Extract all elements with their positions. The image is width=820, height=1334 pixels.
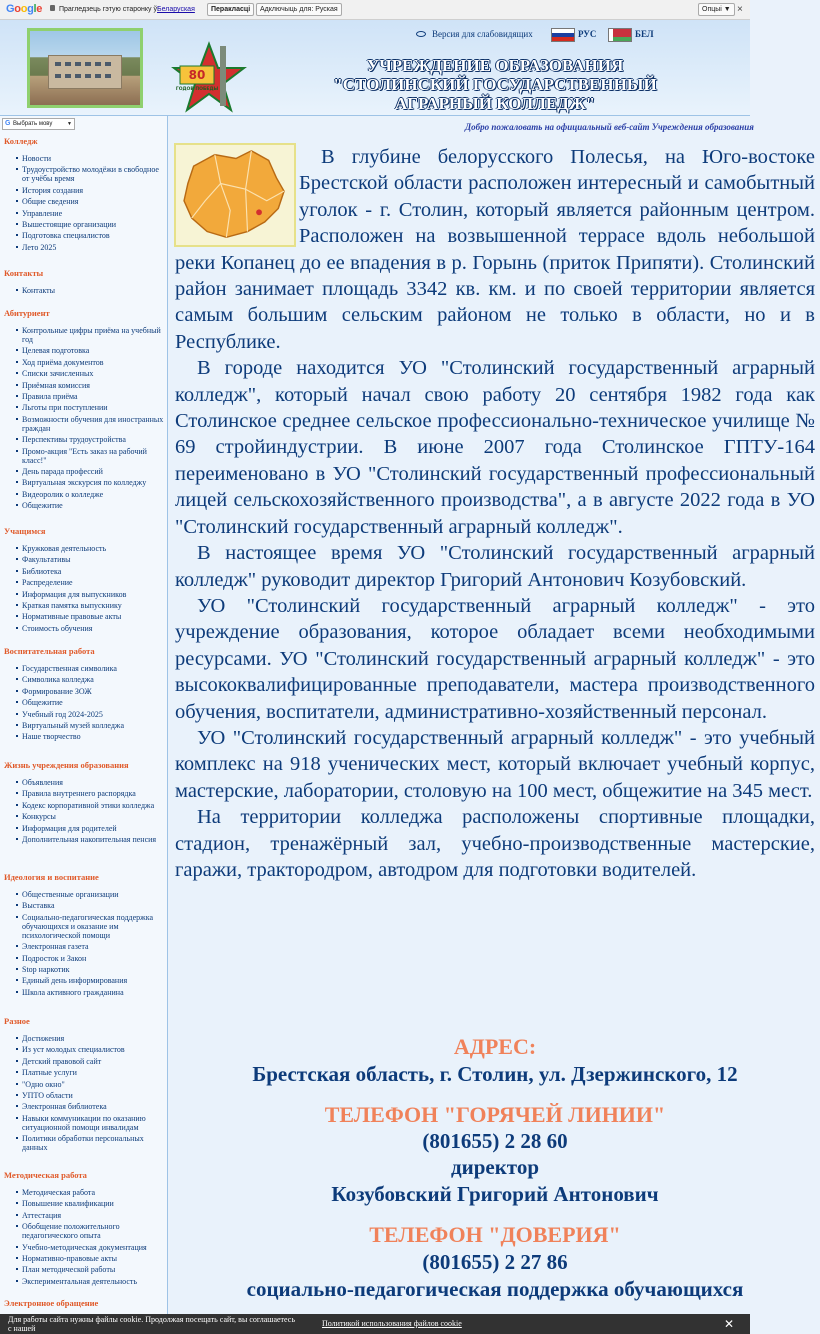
sidebar-item[interactable]: Виртуальная экскурсия по колледжу: [22, 478, 166, 487]
sidebar-item[interactable]: Общие сведения: [22, 197, 166, 206]
sidebar-section-title[interactable]: Жизнь учреждения образования: [4, 760, 129, 770]
sidebar-item[interactable]: Информация для родителей: [22, 824, 166, 833]
sidebar-item[interactable]: Вышестоящие организации: [22, 220, 166, 229]
translate-off-button[interactable]: Адключыць для: Руская: [256, 3, 342, 16]
sidebar-item[interactable]: Наше творчество: [22, 732, 166, 741]
paragraph: В городе находится УО "Столинский государственный аграрный колледж", который начал свою работу 20 сентября 1982 года как Столинское среднее сельское профессионально-техническое училище № 69 стройиндустрии. В июне 2007 года Столинское ГПТУ-164 переименовано в УО "Столинский государственный профессиональный лицей сельскохозяйственного производства", а в августе 2022 года в УО "Столинский государственный аграрный колледж".: [175, 357, 815, 538]
sidebar-item[interactable]: Подросток и Закон: [22, 954, 166, 963]
sidebar-item[interactable]: Виртуальный музей колледжа: [22, 721, 166, 730]
hotline-label: ТЕЛЕФОН "ГОРЯЧЕЙ ЛИНИИ": [324, 1102, 666, 1127]
sidebar-item[interactable]: Единый день информирования: [22, 976, 166, 985]
trust-line-label: ТЕЛЕФОН "ДОВЕРИЯ": [369, 1222, 621, 1247]
sidebar-item[interactable]: Общественные организации: [22, 890, 166, 899]
emblem-number: 80: [188, 68, 206, 82]
translate-bar: [0, 0, 750, 20]
trust-line-description: социально-педагогическая поддержка обучающихся: [246, 1277, 744, 1301]
sidebar-section-title[interactable]: Учащимся: [4, 526, 46, 536]
lang-ru-link[interactable]: РУС: [578, 29, 597, 39]
russian-flag-icon[interactable]: [551, 28, 575, 42]
sidebar-item[interactable]: Школа активного гражданина: [22, 988, 166, 997]
paragraph: В настоящее время УО "Столинский государственный аграрный колледж" руководит директор Григорий Антонович Козубовский.: [175, 542, 815, 591]
sidebar-item[interactable]: День парада профессий: [22, 467, 166, 476]
sidebar-item[interactable]: Методическая работа: [22, 1188, 166, 1197]
sidebar-item[interactable]: Дополнительная накопительная пенсия: [22, 835, 166, 844]
sidebar-item[interactable]: Льготы при поступлении: [22, 403, 166, 412]
sidebar-section-title[interactable]: Контакты: [4, 268, 44, 278]
sidebar-section: [4, 1170, 166, 1288]
sidebar-section: [4, 646, 166, 744]
sidebar-item[interactable]: Конкурсы: [22, 812, 166, 821]
translate-close-icon[interactable]: ×: [737, 4, 743, 15]
sidebar-item[interactable]: Возможности обучения для иностранных граждан: [22, 415, 166, 433]
eye-icon: [416, 31, 426, 37]
sidebar-item[interactable]: Контрольные цифры приёма на учебный год: [22, 326, 166, 344]
sidebar-item[interactable]: Выставка: [22, 901, 166, 910]
sidebar-section: [4, 1016, 166, 1155]
cookie-message: Для работы сайта нужны файлы cookie. Продолжая посещать сайт, вы соглашаетесь с нашей: [8, 1315, 295, 1333]
address-text: Брестская область, г. Столин, ул. Дзержинского, 12: [252, 1062, 738, 1086]
sidebar-item[interactable]: Государственная символика: [22, 664, 166, 673]
sidebar-item[interactable]: Распределение: [22, 578, 166, 587]
sidebar-section-title[interactable]: Электронное обращение: [4, 1298, 99, 1308]
sidebar-item[interactable]: Нормативные правовые акты: [22, 612, 166, 621]
site-header: [0, 20, 750, 116]
sidebar-item[interactable]: Правила приёма: [22, 392, 166, 401]
sidebar-item[interactable]: Управление: [22, 209, 166, 218]
sidebar-section: [4, 136, 166, 254]
article-text: [175, 144, 815, 883]
sidebar-item[interactable]: Кружковая деятельность: [22, 544, 166, 553]
sidebar-item[interactable]: История создания: [22, 186, 166, 195]
sidebar-item[interactable]: Учебный год 2024-2025: [22, 710, 166, 719]
translate-options-button[interactable]: Опцыі ▼: [698, 3, 735, 16]
sidebar-item[interactable]: Социально-педагогическая поддержка обучающихся и оказание им психологической помощи: [22, 913, 166, 940]
sidebar-item[interactable]: Промо-акция "Есть заказ на рабочий класс!": [22, 447, 166, 465]
sidebar-item[interactable]: Из уст молодых специалистов: [22, 1045, 166, 1054]
sidebar-item[interactable]: Обобщение положительного педагогического опыта: [22, 1222, 166, 1240]
accessibility-link[interactable]: Версия для слабовидящих: [416, 29, 533, 39]
sidebar-item[interactable]: Навыки коммуникации по оказанию ситуационной помощи инвалидам: [22, 1114, 166, 1132]
sidebar-section: [4, 268, 166, 297]
sidebar-item[interactable]: Списки зачисленных: [22, 369, 166, 378]
welcome-ticker: Добро пожаловать на официальный веб-сайт Учреждения образования: [465, 122, 754, 132]
language-select[interactable]: G Выбрать мову ▼: [2, 118, 75, 130]
sidebar-item[interactable]: Достижения: [22, 1034, 166, 1043]
lock-icon: [50, 5, 55, 11]
sidebar-menu: [0, 116, 168, 1334]
main-content: [170, 116, 815, 1314]
sidebar-item[interactable]: Экспериментальная деятельность: [22, 1277, 166, 1286]
translate-language-link[interactable]: Беларуская: [157, 6, 195, 13]
sidebar-section: [4, 760, 166, 846]
sidebar-item[interactable]: Приёмная комиссия: [22, 381, 166, 390]
address-label: АДРЕС:: [453, 1034, 537, 1059]
cookie-policy-link[interactable]: Политикой использования файлов cookie: [322, 1319, 462, 1328]
sidebar-item[interactable]: Политики обработки персональных данных: [22, 1134, 166, 1152]
hotline-phone[interactable]: (801655) 2 28 60: [422, 1129, 568, 1153]
sidebar-item[interactable]: Факультативы: [22, 555, 166, 564]
sidebar-section-title[interactable]: Разное: [4, 1016, 30, 1026]
sidebar-section: [4, 872, 166, 999]
sidebar-item[interactable]: Общежитие: [22, 698, 166, 707]
paragraph: УО "Столинский государственный аграрный колледж" - это учреждение образования, которое обладает всеми необходимыми ресурсами. УО "Столинский государственный аграрный колледж" - это высококвалифицированные преподаватели, мастера производственного обучения, воспитатели, административно-хозяйственный персонал.: [175, 594, 815, 723]
sidebar-item[interactable]: Электронная библиотека: [22, 1102, 166, 1111]
belarus-flag-icon[interactable]: [608, 28, 632, 42]
paragraph: На территории колледжа расположены спортивные площадки, стадион, тренажёрный зал, учебно-производственные мастерские, гаражи, трактородром, автодром для подготовки водителей.: [175, 806, 815, 881]
sidebar-section-title[interactable]: Абитуриент: [4, 308, 50, 318]
sidebar-item[interactable]: План методической работы: [22, 1265, 166, 1274]
translate-button[interactable]: Перакласці: [207, 3, 254, 16]
lang-by-link[interactable]: БЕЛ: [635, 29, 654, 39]
sidebar-item[interactable]: Целевая подготовка: [22, 346, 166, 355]
sidebar-section-title[interactable]: Колледж: [4, 136, 38, 146]
hotline-person: Козубовский Григорий Антонович: [331, 1182, 659, 1206]
emblem-caption: ГОДОВ ПОБЕДЫ: [175, 87, 219, 92]
sidebar-item[interactable]: Повышение квалификации: [22, 1199, 166, 1208]
sidebar-item[interactable]: Лето 2025: [22, 243, 166, 252]
sidebar-item[interactable]: Новости: [22, 154, 166, 163]
sidebar-item[interactable]: Общежитие: [22, 501, 166, 510]
sidebar-item[interactable]: Трудоустройство молодёжи в свободное от учёбы время: [22, 165, 166, 183]
sidebar-item[interactable]: Краткая памятка выпускнику: [22, 601, 166, 610]
trust-line-phone[interactable]: (801655) 2 27 86: [422, 1250, 568, 1274]
paragraph: УО "Столинский государственный аграрный колледж" - это учебный комплекс на 918 ученических мест, который включает учебный корпус, мастерские, лаборатории, столовую на 100 мест, общежитие на 345 мест.: [175, 726, 815, 802]
victory-80-emblem: [170, 42, 248, 114]
sidebar-item[interactable]: Stop наркотик: [22, 965, 166, 974]
sidebar-item[interactable]: Стоимость обучения: [22, 624, 166, 633]
college-building-photo: [27, 28, 143, 108]
sidebar-item[interactable]: Перспективы трудоустройства: [22, 435, 166, 444]
site-title: УЧРЕЖДЕНИЕ ОБРАЗОВАНИЯ "СТОЛИНСКИЙ ГОСУДАРСТВЕННЫЙ АГРАРНЫЙ КОЛЛЕДЖ": [333, 56, 657, 113]
sidebar-section-title[interactable]: Воспитательная работа: [4, 646, 95, 656]
sidebar-item[interactable]: Электронная газета: [22, 942, 166, 951]
sidebar-item[interactable]: Символика колледжа: [22, 675, 166, 684]
sidebar-item[interactable]: Библиотека: [22, 567, 166, 576]
sidebar-item[interactable]: Платные услуги: [22, 1068, 166, 1077]
sidebar-section: [4, 308, 166, 512]
sidebar-section-title[interactable]: Идеология и воспитание: [4, 872, 99, 882]
sidebar-item[interactable]: Подготовка специалистов: [22, 231, 166, 240]
sidebar-item[interactable]: Контакты: [22, 286, 166, 295]
sidebar-item[interactable]: Видеоролик о колледже: [22, 490, 166, 499]
sidebar-item[interactable]: Информация для выпускников: [22, 590, 166, 599]
sidebar-item[interactable]: Учебно-методическая документация: [22, 1243, 166, 1252]
sidebar-section-title[interactable]: Методическая работа: [4, 1170, 87, 1180]
sidebar-item[interactable]: Формирование ЗОЖ: [22, 687, 166, 696]
cookie-close-icon[interactable]: ✕: [724, 1317, 735, 1331]
sidebar-item[interactable]: "Одно окно": [22, 1080, 166, 1089]
hotline-role: директор: [450, 1155, 540, 1179]
sidebar-item[interactable]: Ход приёма документов: [22, 358, 166, 367]
sidebar-item[interactable]: Кодекс корпоративной этики колледжа: [22, 801, 166, 810]
translate-prompt: Прагледзець гэтую старонку ў:: [59, 6, 159, 13]
sidebar-section: [4, 526, 166, 635]
sidebar-item[interactable]: Нормативно-правовые акты: [22, 1254, 166, 1263]
sidebar-item[interactable]: Объявления: [22, 778, 166, 787]
sidebar-item[interactable]: УПТО области: [22, 1091, 166, 1100]
google-logo: Google: [6, 3, 43, 15]
cookie-banner: [0, 1314, 750, 1334]
paragraph: В глубине белорусского Полесья, на Юго-востоке Брестской области расположен интересный и самобытный уголок - г. Столин, который является районным центром. Расположен на возвышенной террасе вдоль небольшой реки Копанец до ее впадения в р. Горынь (приток Припяти). Столинский район занимает площадь 3342 кв. км. и по своей территории является самым большим сельским районом не только в области, но и в Республике.: [175, 146, 815, 353]
sidebar-item[interactable]: Правила внутреннего распорядка: [22, 789, 166, 798]
sidebar-item[interactable]: Детский правовой сайт: [22, 1057, 166, 1066]
sidebar-item[interactable]: Аттестация: [22, 1211, 166, 1220]
